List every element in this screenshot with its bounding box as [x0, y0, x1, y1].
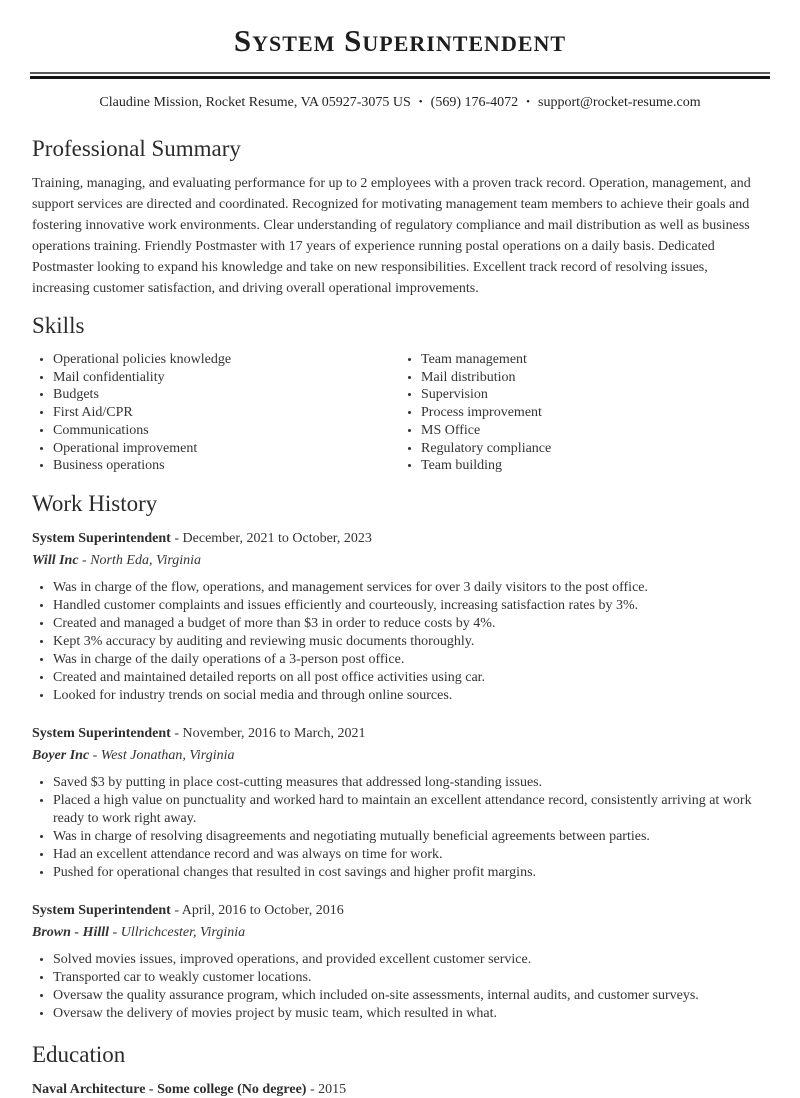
job-title: System Superintendent — [32, 530, 171, 546]
job-company-line — [32, 748, 768, 764]
section-work-history — [32, 491, 768, 1023]
job-dates: December, 2021 to October, 2023 — [182, 530, 372, 546]
job-bullet: • Oversaw the quality assurance program, which included on-site assessments, internal audits, and customer surveys. — [53, 987, 768, 1005]
skill-item: • Operational policies knowledge — [53, 351, 400, 369]
job-title-line — [32, 903, 768, 919]
job-bullet: • Created and managed a budget of more than $3 in order to reduce costs by 4%. — [53, 615, 768, 633]
education-entry — [32, 1082, 768, 1098]
header-divider — [30, 72, 770, 79]
education-heading: Education — [32, 1041, 126, 1067]
education-degree: Naval Architecture - Some college (No degree) — [32, 1081, 307, 1097]
skills-heading: Skills — [32, 313, 85, 338]
dash-separator: - — [78, 552, 91, 568]
skill-item: • Mail distribution — [421, 369, 768, 387]
job-bullet: • Oversaw the delivery of movies project by music team, which resulted in what. — [53, 1005, 768, 1023]
job-title-line — [32, 531, 768, 547]
summary-heading: Professional Summary — [32, 136, 241, 161]
job-bullet: • Transported car to weakly customer locations. — [53, 969, 768, 987]
skill-item: • Communications — [53, 422, 400, 440]
skill-item: • Business operations — [53, 457, 400, 475]
job-title: System Superintendent — [32, 902, 171, 918]
job-bullet: • Handled customer complaints and issues efficiently and courteously, increasing satisfaction rates by 3%. — [53, 597, 768, 615]
job-bullet: • Solved movies issues, improved operations, and provided excellent customer service. — [53, 951, 768, 969]
dash-separator: - — [170, 530, 183, 546]
job-bullet: • Kept 3% accuracy by auditing and reviewing music documents thoroughly. — [53, 633, 768, 651]
contact-email: support@rocket-resume.com — [538, 95, 701, 110]
skill-item: • Supervision — [421, 386, 768, 404]
job-location: Ullrichcester, Virginia — [120, 924, 246, 940]
section-education — [32, 1042, 768, 1098]
job-company-line — [32, 925, 768, 941]
dash-separator: - — [306, 1081, 319, 1097]
job-bullet: • Was in charge of the flow, operations, and management services for over 3 daily visitors to the post office. — [53, 579, 768, 597]
job-location: West Jonathan, Virginia — [100, 747, 235, 763]
job-bullet: • Pushed for operational changes that resulted in cost savings and higher profit margins. — [53, 864, 768, 882]
skill-item: • Budgets — [53, 386, 400, 404]
work-history-heading: Work History — [32, 490, 158, 516]
skill-item: • Mail confidentiality — [53, 369, 400, 387]
section-professional-summary — [32, 136, 768, 299]
job-bullet: • Was in charge of the daily operations of a 3-person post office. — [53, 651, 768, 669]
dash-separator: - — [170, 725, 183, 741]
job-bullet: • Placed a high value on punctuality and worked hard to maintain an excellent attendance record, consistently arriving at work ready to work right away. — [53, 792, 768, 828]
job-company-line — [32, 553, 768, 569]
job-bullet-list — [32, 951, 768, 1023]
job-bullet-list — [32, 774, 768, 882]
skill-item: • Regulatory compliance — [421, 440, 768, 458]
skill-item: • MS Office — [421, 422, 768, 440]
skills-left-column — [32, 351, 400, 475]
job-dates: November, 2016 to March, 2021 — [182, 725, 366, 741]
job-bullet: • Was in charge of resolving disagreements and negotiating mutually beneficial agreements between parties. — [53, 828, 768, 846]
job-bullet: • Created and maintained detailed reports on all post office activities using car. — [53, 669, 768, 687]
dot-separator: • — [418, 96, 423, 108]
page-title: System Superintendent — [233, 23, 567, 58]
skill-item: • Team management — [421, 351, 768, 369]
education-year: 2015 — [318, 1081, 347, 1097]
contact-phone: (569) 176-4072 — [430, 95, 519, 110]
job-bullet: • Looked for industry trends on social media and through online sources. — [53, 687, 768, 705]
skill-item: • Team building — [421, 457, 768, 475]
contact-address: Claudine Mission, Rocket Resume, VA 05927-3075 US — [99, 95, 411, 110]
job-company: Boyer Inc — [32, 747, 90, 763]
dash-separator: - — [170, 902, 182, 918]
job-bullet: • Had an excellent attendance record and was always on time for work. — [53, 846, 768, 864]
skills-columns — [32, 351, 768, 475]
resume-header — [32, 23, 768, 111]
dot-separator: • — [526, 96, 531, 108]
job-entry — [32, 726, 768, 882]
skills-right-column — [400, 351, 768, 475]
job-location: North Eda, Virginia — [90, 552, 202, 568]
job-company: Will Inc — [32, 552, 79, 568]
skill-item: • Operational improvement — [53, 440, 400, 458]
skill-item: • First Aid/CPR — [53, 404, 400, 422]
job-bullet: • Saved $3 by putting in place cost-cutting measures that addressed long-standing issues. — [53, 774, 768, 792]
dash-separator: - — [89, 747, 101, 763]
dash-separator: - — [109, 924, 121, 940]
contact-line — [32, 95, 768, 111]
job-title-line — [32, 726, 768, 742]
job-dates: April, 2016 to October, 2016 — [181, 902, 344, 918]
job-entry — [32, 531, 768, 705]
resume-page — [0, 23, 800, 1098]
section-skills — [32, 313, 768, 475]
job-title: System Superintendent — [32, 725, 171, 741]
job-entry — [32, 903, 768, 1023]
job-company: Brown - Hilll — [32, 924, 110, 940]
summary-text: Training, managing, and evaluating performance for up to 2 employees with a proven track record. Operation, management, and support services are directed and coordinated. Recognized for motivating management team members to achieve their goals and fostering innovative work environments. Clear understanding of regulatory compliance and mail distribution as well as business operations training. Friendly Postmaster with 17 years of experience running postal operations on a daily basis. Dedicated Postmaster looking to expand his knowledge and take on new responsibilities. Excellent track record of resolving issues, increasing customer satisfaction, and driving overall operational improvements. — [32, 176, 751, 296]
job-bullet-list — [32, 579, 768, 705]
skill-item: • Process improvement — [421, 404, 768, 422]
